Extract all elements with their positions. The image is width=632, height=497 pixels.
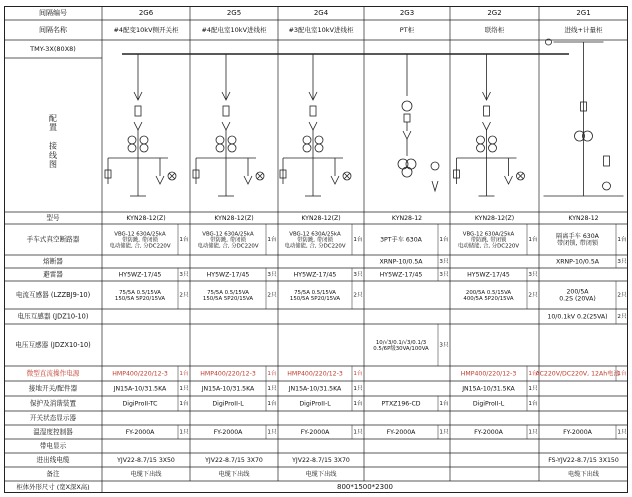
indicator-lamp-cross <box>169 173 175 179</box>
qty-8-2: 1只 <box>353 386 363 392</box>
cell-3-0: HY5WZ-17/45 <box>118 271 162 279</box>
text-line: 75/5A 0.5/15VA <box>119 289 161 296</box>
qty-7-4: 1台 <box>528 371 538 377</box>
qty-2-5: 3只 <box>617 259 627 265</box>
single-line-symbol-0 <box>105 54 176 196</box>
row-label-7: 微型直流操作电源 <box>26 369 80 378</box>
cell-14-0: 电缆下出线 <box>130 471 162 478</box>
qty-3-1: 3只 <box>267 272 277 278</box>
switchgear-single-line-diagram <box>4 6 628 493</box>
current-transformer-icon <box>128 144 136 152</box>
current-transformer-icon <box>128 136 136 144</box>
cell-9-1: DigiProII-L <box>212 400 244 408</box>
table-border <box>5 7 628 493</box>
qty-1-0: 1台 <box>179 237 189 243</box>
pt-coil-icon <box>402 167 412 177</box>
bay-name-2g6: #4配变10kV侧开关柜 <box>113 26 179 34</box>
cell-8-1: JN15A-10/31.5KA <box>201 385 255 393</box>
qty-7-2: 1台 <box>353 371 363 377</box>
row-label-4: 电流互感器 (LZZBJ9-10) <box>15 291 91 299</box>
footer-value: 800*1500*2300 <box>337 483 393 491</box>
row-label-1: 手车式真空断路器 <box>26 235 80 244</box>
text-line: 图 <box>49 159 57 169</box>
cell-11-5: FY-2000A <box>563 429 592 436</box>
cell-3-1: HY5WZ-17/45 <box>206 271 250 279</box>
qty-9-1: 1台 <box>267 401 277 407</box>
plug-in-contact-icon <box>134 122 142 130</box>
row-label-10: 开关状态显示器 <box>29 414 77 422</box>
bay-number-2g2: 2G2 <box>487 9 502 17</box>
cell-0-0: KYN28-12(Z) <box>126 215 166 222</box>
current-transformer-icon <box>315 144 323 152</box>
text-line: 带防跳, 带闭锁 <box>470 237 507 243</box>
bay-number-2g6: 2G6 <box>138 9 154 17</box>
cell-6-3 <box>373 338 429 351</box>
current-transformer-icon <box>477 144 485 152</box>
text-line: 带闭锁, 带闭锁 <box>556 240 599 248</box>
text-line: 电动储能, 合, 分DC220V <box>197 243 259 250</box>
qty-1-5: 1台 <box>617 237 627 243</box>
cell-11-4: FY-2000A <box>474 429 503 436</box>
qty-8-4: 1只 <box>528 386 538 392</box>
qty-3-2: 3只 <box>353 272 363 278</box>
qty-11-3: 1只 <box>439 429 449 436</box>
cell-0-5: KYN28-12 <box>568 215 599 222</box>
text-line: 电动储能, 合, 分DC220V <box>457 243 520 250</box>
bay-number-2g4: 2G4 <box>313 9 329 17</box>
qty-11-4: 1只 <box>528 429 538 436</box>
row-label-6: 电压互感器 (JDZX10-10) <box>15 341 91 349</box>
cell-13-0: YJV22-8.7/15 3X50 <box>117 457 175 464</box>
row-label-12: 带电显示 <box>39 442 67 450</box>
text-line: VBG-12 630A/25kA <box>114 230 166 237</box>
indicator-lamp-icon <box>603 182 611 190</box>
cell-7-2: HMP400/220/12-3 <box>287 370 343 378</box>
bay-name-2g5: #4配电室10kV进线柜 <box>201 26 267 34</box>
qty-7-0: 1台 <box>179 371 189 377</box>
current-transformer-icon <box>303 136 311 144</box>
text-line: VBG-12 630A/25kA <box>289 230 341 237</box>
qty-6-3: 3只 <box>439 342 449 349</box>
text-line: 带防跳, 带闭锁 <box>122 237 158 243</box>
cell-4-4 <box>463 289 513 301</box>
cell-1-1 <box>197 231 258 249</box>
text-line: VBG-12 630A/25kA <box>462 230 515 237</box>
current-transformer-icon <box>477 136 485 144</box>
qty-8-0: 1只 <box>179 386 189 392</box>
cell-4-1 <box>203 289 253 301</box>
diagram-row-label <box>49 114 57 169</box>
cell-9-3: PTXZ196-CD <box>381 400 421 408</box>
text-line: 75/5A 0.5/15VA <box>207 289 249 296</box>
row-label-13: 进出线电缆 <box>36 456 70 464</box>
qty-9-2: 1台 <box>353 401 363 407</box>
disconnect-icon <box>403 131 411 139</box>
single-line-symbol-1 <box>193 54 264 196</box>
cell-0-2: KYN28-12(Z) <box>301 215 341 222</box>
bay-number-2g1: 2G1 <box>576 9 591 17</box>
text-line: 带防跳, 带闭锁 <box>297 237 333 243</box>
current-transformer-icon <box>489 136 497 144</box>
cell-8-2: JN15A-10/31.5KA <box>288 385 342 393</box>
earthing-switch-icon <box>156 176 164 184</box>
row-label-8: 接地开关/配件器 <box>28 384 78 393</box>
bay-name-2g3: PT柜 <box>399 26 415 34</box>
text-line: 200/5A <box>566 288 589 296</box>
qty-4-5: 2只 <box>617 292 627 299</box>
vt-coil-icon <box>583 131 593 141</box>
plug-in-contact-icon <box>483 122 491 130</box>
cell-1-2 <box>284 231 345 249</box>
bay-name-2g4: #3配电室10kV进线柜 <box>288 26 354 34</box>
qty-1-2: 1台 <box>353 237 363 243</box>
fuse-icon <box>404 114 410 122</box>
bay-number-2g5: 2G5 <box>226 9 242 17</box>
pt-coil-icon <box>406 159 416 169</box>
cell-11-2: FY-2000A <box>300 429 330 436</box>
text-line: 线 <box>49 150 57 160</box>
cell-3-4: HY5WZ-17/45 <box>467 271 510 279</box>
text-line: 电动储能, 合, 分DC220V <box>284 243 346 250</box>
bay-name-2g2: 联络柜 <box>484 26 505 34</box>
cell-9-0: DigiProII-TC <box>122 400 158 408</box>
qty-1-3: 1台 <box>439 237 449 243</box>
current-transformer-icon <box>140 136 148 144</box>
circuit-breaker-icon <box>484 106 490 116</box>
cell-0-1: KYN28-12(Z) <box>214 215 254 222</box>
indicator-lamp-icon <box>431 162 439 170</box>
cell-1-0 <box>109 231 170 249</box>
cell-11-1: FY-2000A <box>213 429 243 436</box>
qty-1-1: 1台 <box>267 237 277 243</box>
cell-13-5: FS-YJV22-8.7/15 3X150 <box>548 457 619 464</box>
qty-4-0: 2只 <box>179 292 189 299</box>
cell-3-3: HY5WZ-17/45 <box>379 271 423 279</box>
fuse-node <box>402 101 412 111</box>
text-line: 150/5A 5P20/15VA <box>114 295 166 302</box>
cell-11-0: FY-2000A <box>125 429 155 436</box>
current-transformer-icon <box>228 136 236 144</box>
pt-coil-icon <box>398 159 408 169</box>
text-line: 150/5A 5P20/15VA <box>289 295 341 302</box>
qty-4-1: 2只 <box>267 292 277 299</box>
text-line: 0.2S (20VA) <box>559 295 596 303</box>
earthing-switch-icon <box>331 176 339 184</box>
plug-in-contact-icon <box>309 122 317 130</box>
row-label-2: 熔断器 <box>43 257 63 266</box>
current-transformer-icon <box>216 144 224 152</box>
qty-5-5: 2只 <box>617 314 627 320</box>
row-label-14: 备注 <box>46 470 60 478</box>
qty-4-4: 2只 <box>528 292 538 299</box>
cell-7-5: AC220V/DC220V, 12Ah电池 <box>535 370 620 378</box>
text-line: 隔离手车 630A <box>556 232 599 240</box>
current-transformer-icon <box>315 136 323 144</box>
current-transformer-icon <box>228 144 236 152</box>
cell-7-1: HMP400/220/12-3 <box>200 370 256 378</box>
circuit-breaker-icon <box>135 106 141 116</box>
text-line: 置 <box>49 122 57 132</box>
qty-9-4: 1台 <box>528 401 538 407</box>
qty-3-3: 3只 <box>439 272 449 278</box>
plug-in-contact-icon <box>222 122 230 130</box>
indicator-lamp-cross <box>518 173 524 179</box>
circuit-breaker-icon <box>310 106 316 116</box>
cell-8-0: JN15A-10/31.5KA <box>113 385 167 393</box>
row-label-5: 电压互感器 (JDZ10-10) <box>17 312 89 321</box>
qty-9-0: 1台 <box>179 401 189 407</box>
qty-7-5: 1台 <box>617 371 627 377</box>
vt-coil-icon <box>575 131 585 141</box>
earthing-switch-icon <box>244 176 252 184</box>
busbar-label: TMY-3X(80X8) <box>30 45 76 53</box>
cell-1-4 <box>458 231 519 249</box>
cell-1-3: 3PT手车 630A <box>380 236 422 244</box>
text-line: 电动储能, 合, 分DC220V <box>109 243 171 250</box>
cell-14-5: 电缆下出线 <box>568 471 599 478</box>
row-label-0: 型号 <box>46 214 60 222</box>
cell-9-4: DigiProII-L <box>472 400 505 408</box>
indicator-lamp-cross <box>257 173 263 179</box>
fuse-icon <box>604 156 610 166</box>
earthing-switch-icon <box>505 176 513 184</box>
row-label-11: 温湿度控制器 <box>33 428 73 436</box>
indicator-lamp-cross <box>344 173 350 179</box>
cell-11-3: FY-2000A <box>386 429 416 436</box>
qty-7-1: 1台 <box>267 371 277 377</box>
text-line: 带防跳, 带闭锁 <box>210 237 246 243</box>
cell-13-2: YJV22-8.7/15 3X70 <box>292 457 350 464</box>
text-line: 400/5A 5P20/15VA <box>463 295 514 302</box>
row-label-9: 保护及消谐装置 <box>29 399 77 408</box>
cell-2-5: XRNP-10/0.5A <box>555 258 600 266</box>
text-line: 0.5/6P级30VA/100VA <box>373 345 429 352</box>
qty-1-4: 1台 <box>528 237 538 243</box>
arrester-icon <box>432 181 438 191</box>
cell-2-3: XRNP-10/0.5A <box>379 258 423 266</box>
cell-5-5: 10/0.1kV 0.2(25VA) <box>547 313 608 321</box>
text-line: 10/√3/0.1/√3/0.1/3 <box>375 339 427 346</box>
cell-3-2: HY5WZ-17/45 <box>293 271 337 279</box>
cell-1-5 <box>556 232 600 247</box>
bay-number-2g3: 2G3 <box>399 9 415 17</box>
cell-9-2: DigiProII-L <box>299 400 331 408</box>
text-line: 150/5A 5P20/15VA <box>202 295 254 302</box>
qty-9-3: 1台 <box>439 401 449 407</box>
qty-11-5: 1只 <box>617 429 627 436</box>
current-transformer-icon <box>216 136 224 144</box>
cell-4-2 <box>290 289 340 301</box>
cell-7-4: HMP400/220/12-3 <box>460 370 517 378</box>
cell-0-3: KYN28-12 <box>391 215 423 222</box>
cell-0-4: KYN28-12(Z) <box>474 215 515 222</box>
row-label-bay-number: 间隔编号 <box>39 9 67 17</box>
single-line-symbol-2 <box>280 54 351 196</box>
row-label-bay-name: 间隔名称 <box>39 26 67 34</box>
text-line: 接 <box>49 141 57 151</box>
cell-14-1: 电缆下出线 <box>218 471 250 478</box>
qty-8-1: 1只 <box>267 386 277 392</box>
current-transformer-icon <box>303 144 311 152</box>
single-line-symbol-5 <box>544 39 624 196</box>
qty-2-3: 3只 <box>439 259 449 265</box>
text-line: 配 <box>49 113 57 123</box>
text-line: VBG-12 630A/25kA <box>202 230 254 237</box>
cell-7-0: HMP400/220/12-3 <box>112 370 168 378</box>
bay-name-2g1: 进线+计量柜 <box>564 26 603 34</box>
cell-14-2: 电缆下出线 <box>305 471 337 478</box>
qty-3-0: 3只 <box>179 272 189 278</box>
cell-4-5 <box>559 288 596 302</box>
row-label-3: 避雷器 <box>43 270 63 279</box>
text-line: 200/5A 0.5/15VA <box>465 289 512 296</box>
cell-13-1: YJV22-8.7/15 3X70 <box>205 457 263 464</box>
qty-11-2: 1只 <box>353 429 363 436</box>
cell-8-4: JN15A-10/31.5KA <box>462 385 515 393</box>
cell-4-0 <box>115 289 165 301</box>
qty-11-1: 1只 <box>267 429 277 436</box>
current-transformer-icon <box>489 144 497 152</box>
circuit-breaker-icon <box>223 106 229 116</box>
single-line-symbol-4 <box>454 54 525 196</box>
qty-11-0: 1只 <box>179 429 189 436</box>
qty-4-2: 2只 <box>353 292 363 299</box>
footer-label: 柜体外形尺寸 (宽X深X高) <box>16 483 90 491</box>
qty-3-4: 3只 <box>528 272 538 278</box>
current-transformer-icon <box>140 144 148 152</box>
single-line-symbol-3 <box>398 54 439 191</box>
text-line: 75/5A 0.5/15VA <box>294 289 336 296</box>
